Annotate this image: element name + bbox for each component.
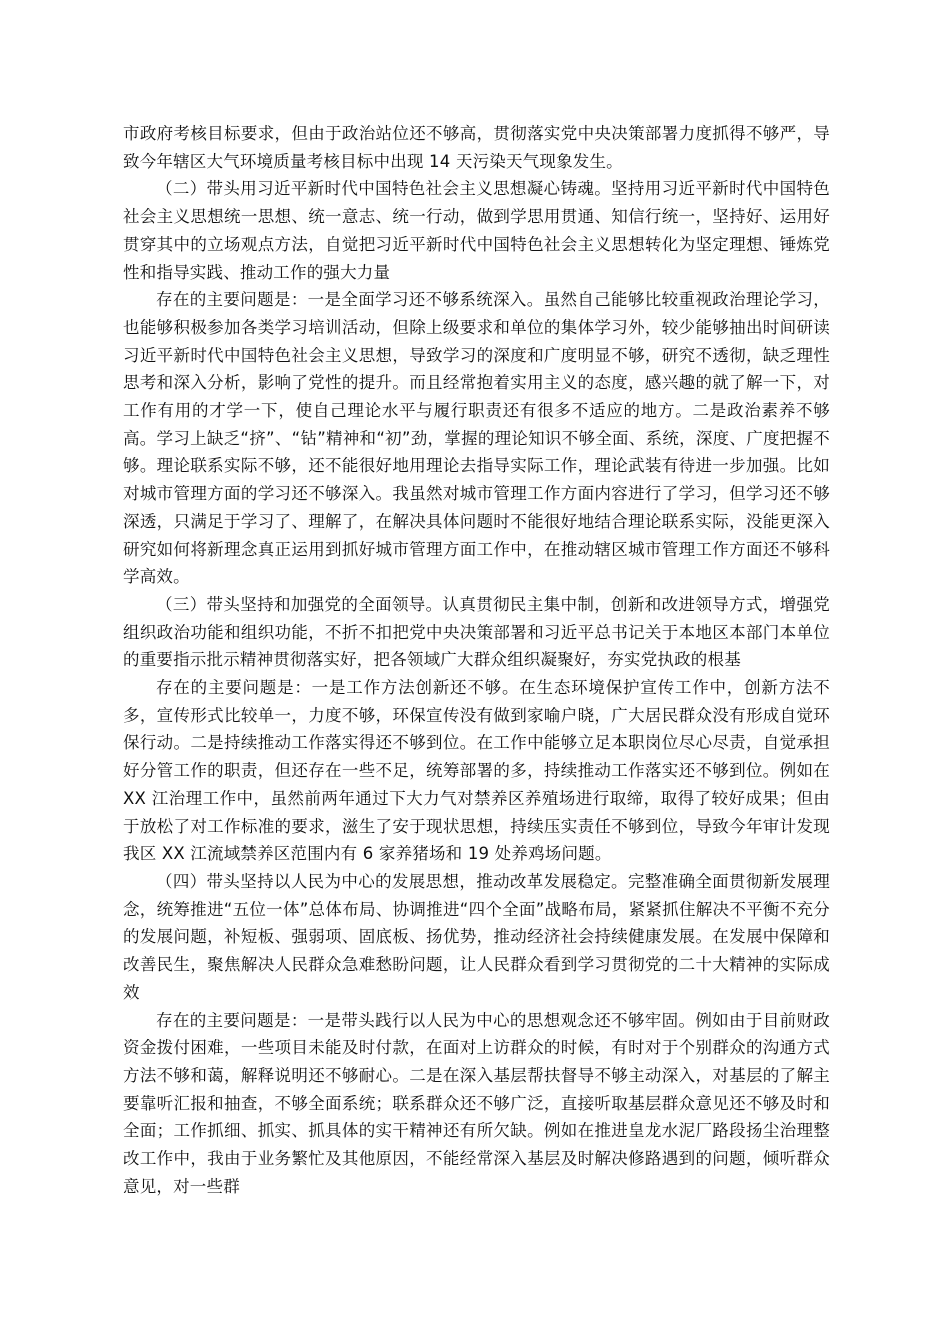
paragraph-3: 存在的主要问题是：一是全面学习还不够系统深入。虽然自己能够比较重视政治理论学习，也能够积极参加各类学习培训活动，但除上级要求和单位的集体学习外，较少能够抽出时间研读习近平新时代中国特色社会主义思想，导致学习的深度和广度明显不够，研究不透彻，缺乏理性思考和深入分析，影响了党性的提升。而且经常抱着实用主义的态度，感兴趣的就了解一下，对工作有用的才学一下，使自己理论水平与履行职责还有很多不适应的地方。二是政治素养不够高。学习上缺乏“挤”、“钻”精神和“初”劲，掌握的理论知识不够全面、系统，深度、广度把握不够。理论联系实际不够，还不能很好地用理论去指导实际工作，理论武装有待进一步加强。比如对城市管理方面的学习还不够深入。我虽然对城市管理工作方面内容进行了学习，但学习还不够深透，只满足于学习了、理解了，在解决具体问题时不能很好地结合理论联系实际，没能更深入研究如何将新理念真正运用到抓好城市管理方面工作中，在推动辖区城市管理工作方面还不够科学高效。 [123,290,830,587]
paragraph-1: 市政府考核目标要求，但由于政治站位还不够高，贯彻落实党中央决策部署力度抓得不够严，导致今年辖区大气环境质量考核目标中出现 14 天污染天气现象发生。 [123,124,830,171]
paragraph-5: 存在的主要问题是：一是工作方法创新还不够。在生态环境保护宣传工作中，创新方法不多，宣传形式比较单一，力度不够，环保宣传没有做到家喻户晓，广大居民群众没有形成自觉环保行动。二是持续推动工作落实得还不够到位。在工作中能够立足本职岗位尽心尽责，自觉承担好分管工作的职责，但还存在一些不足，统筹部署的多，持续推动工作落实还不够到位。例如在 XX 江治理工作中，虽然前两年通过下大力气对禁养区养殖场进行取缔，取得了较好成果；但由于放松了对工作标准的要求，滋生了安于现状思想，持续压实责任不够到位，导致今年审计发现我区 XX 江流域禁养区范围内有 6 家养猪场和 19 处养鸡场问题。 [123,678,830,864]
paragraph-2: （二）带头用习近平新时代中国特色社会主义思想凝心铸魂。坚持用习近平新时代中国特色社会主义思想统一思想、统一意志、统一行动，做到学思用贯通、知信行统一，坚持好、运用好贯穿其中的立场观点方法，自觉把习近平新时代中国特色社会主义思想转化为坚定理想、锤炼党性和指导实践、推动工作的强大力量 [123,179,830,282]
paragraph-4: （三）带头坚持和加强党的全面领导。认真贯彻民主集中制，创新和改进领导方式，增强党组织政治功能和组织功能，不折不扣把党中央决策部署和习近平总书记关于本地区本部门本单位的重要指示批示精神贯彻落实好，把各领域广大群众组织凝聚好，夯实党执政的根基 [123,594,830,670]
document-page [123,120,830,1200]
paragraph-6: （四）带头坚持以人民为中心的发展思想，推动改革发展稳定。完整准确全面贯彻新发展理念，统筹推进“五位一体”总体布局、协调推进“四个全面”战略布局，紧紧抓住解决不平衡不充分的发展问题，补短板、强弱项、固底板、扬优势，推动经济社会持续健康发展。在发展中保障和改善民生，聚焦解决人民群众急难愁盼问题，让人民群众看到学习贯彻党的二十大精神的实际成效 [123,871,830,1002]
paragraph-7: 存在的主要问题是：一是带头践行以人民为中心的思想观念还不够牢固。例如由于目前财政资金拨付困难，一些项目未能及时付款，在面对上访群众的时候，有时对于个别群众的沟通方式方法不够和蔼，解释说明还不够耐心。二是在深入基层帮扶督导不够主动深入，对基层的了解主要靠听汇报和抽查，不够全面系统；联系群众还不够广泛，直接听取基层群众意见还不够及时和全面；工作抓细、抓实、抓具体的实干精神还有所欠缺。例如在推进皇龙水泥厂路段扬尘治理整改工作中，我由于业务繁忙及其他原因，不能经常深入基层及时解决修路遇到的问题，倾听群众意见，对一些群 [123,1010,830,1196]
